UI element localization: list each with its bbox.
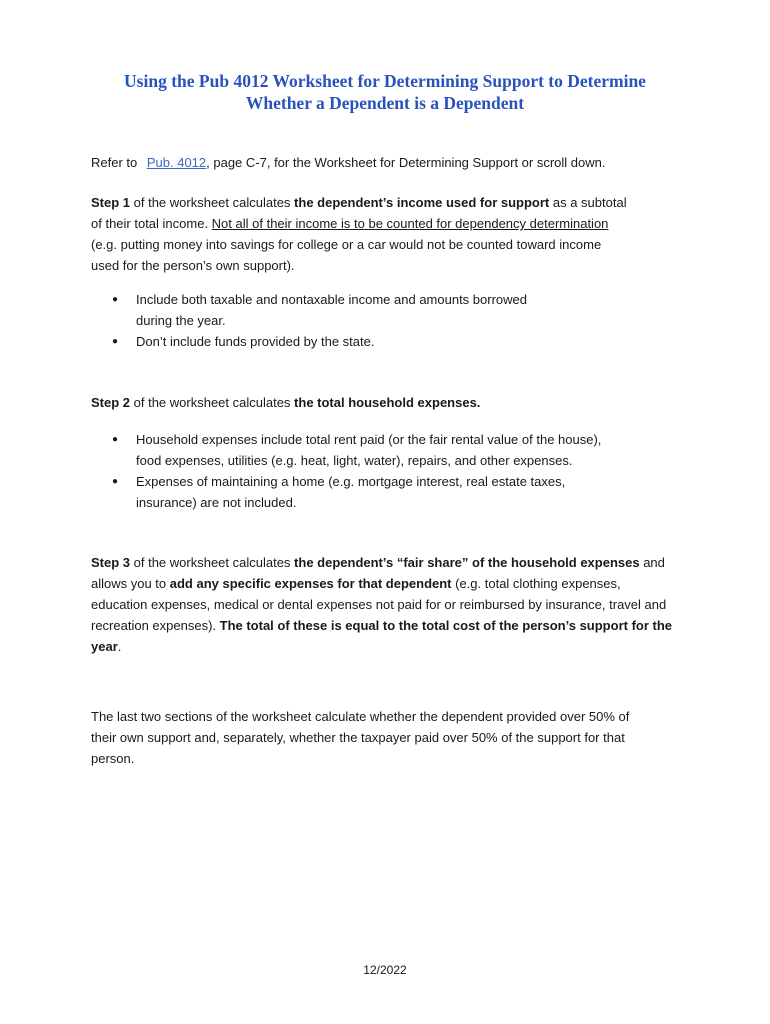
- step3-text-1: of the worksheet calculates: [130, 555, 295, 570]
- step1-text-1: of the worksheet calculates: [130, 195, 295, 210]
- step2-text-1: of the worksheet calculates: [130, 395, 295, 410]
- pub-4012-link[interactable]: Pub. 4012: [146, 155, 207, 170]
- step1-text-3: (e.g. putting money into savings for college or a car would not be counted toward income used for the person’s own support).: [91, 237, 602, 273]
- step3-bold-1: the dependent’s “fair share” of the household expenses: [294, 555, 640, 570]
- list-item: [108, 289, 558, 331]
- list-item: [108, 331, 558, 352]
- step3-label: Step 3: [91, 555, 131, 570]
- bullet-icon: ●: [112, 294, 119, 305]
- step3-bold-3: The total of these is equal to the total cost of the person’s support for the year: [91, 618, 673, 654]
- step3-text-2: and allows you to: [91, 555, 665, 591]
- step1-bullet-list: [108, 289, 558, 352]
- closing-paragraph: The last two sections of the worksheet calculate whether the dependent provided over 50% of their own support and, separately, whether the taxpayer paid over 50% of the support for that person.: [91, 709, 630, 766]
- step3-bold-2: add any specific expenses for that dependent: [169, 576, 452, 591]
- bullet-text: Include both taxable and nontaxable income and amounts borrowed during the year.: [136, 292, 527, 328]
- step3-paragraph: [91, 552, 679, 657]
- intro-prefix: Refer to: [91, 155, 141, 170]
- bullet-text: Expenses of maintaining a home (e.g. mortgage interest, real estate taxes, insurance) are not included.: [136, 474, 566, 510]
- title-line-1: Using the Pub 4012 Worksheet for Determining Support to Determine: [124, 71, 646, 91]
- title-line-2: Whether a Dependent is a Dependent: [245, 93, 525, 113]
- step2-bullet-list: [108, 429, 628, 513]
- footer-date: 12/2022: [363, 963, 407, 977]
- step1-text-2: as a subtotal of their total income.: [91, 195, 627, 231]
- step3-text-4: .: [117, 639, 122, 654]
- step2-bold: the total household expenses.: [294, 395, 481, 410]
- step2-label: Step 2: [91, 395, 131, 410]
- bullet-icon: ●: [112, 434, 119, 445]
- list-item: [108, 471, 628, 513]
- intro-paragraph: [91, 152, 691, 173]
- bullet-icon: ●: [112, 476, 119, 487]
- bullet-text: Household expenses include total rent paid (or the fair rental value of the house), food expenses, utilities (e.g. heat, light, water), repairs, and other expenses.: [136, 432, 602, 468]
- step3-text-3: (e.g. total clothing expenses, education expenses, medical or dental expenses not paid for or reimbursed by insurance, travel and recreation expenses).: [91, 576, 667, 633]
- intro-suffix: , page C-7, for the Worksheet for Determining Support or scroll down.: [206, 155, 606, 170]
- bullet-text: Don’t include funds provided by the state.: [136, 334, 375, 349]
- page-title: [60, 70, 710, 114]
- list-item: [108, 429, 628, 471]
- step1-underlined: Not all of their income is to be counted for dependency determination: [211, 216, 609, 231]
- step1-bold: the dependent’s income used for support: [294, 195, 550, 210]
- step2-paragraph: [91, 392, 691, 413]
- step1-label: Step 1: [91, 195, 131, 210]
- bullet-icon: ●: [112, 336, 119, 347]
- step1-paragraph: [91, 192, 631, 276]
